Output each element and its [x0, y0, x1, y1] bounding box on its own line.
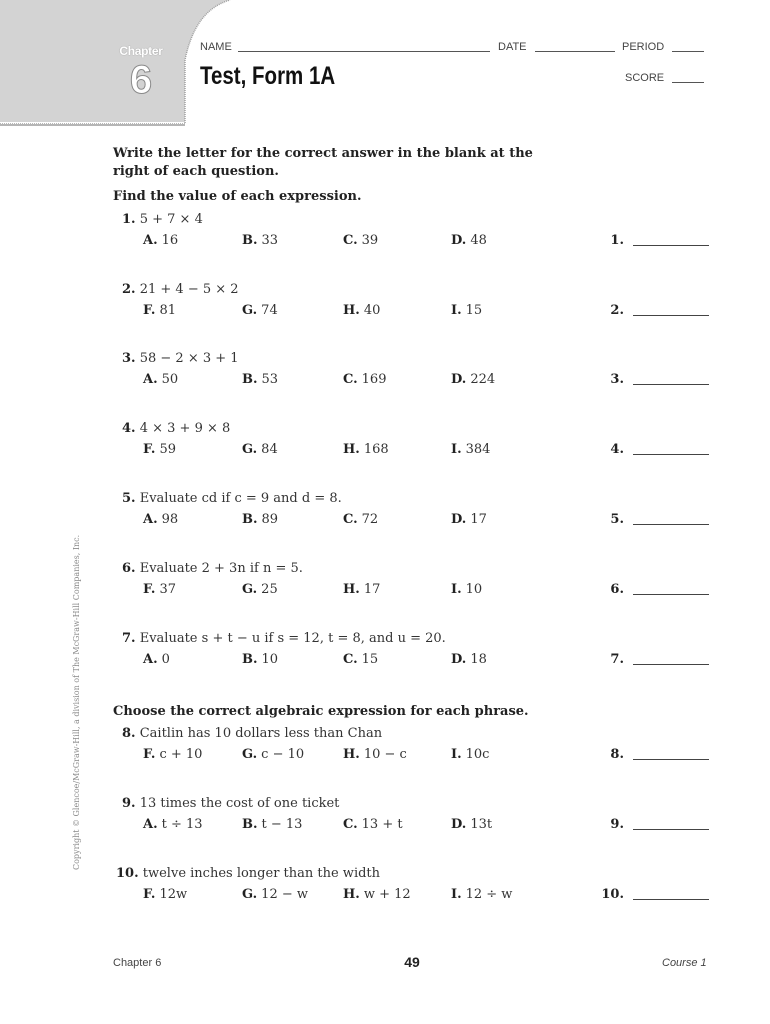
choice-value: 169: [361, 372, 387, 387]
question-5: [0, 491, 770, 551]
choice-letter: F.: [143, 887, 156, 902]
copyright-notice: Copyright © Glencoe/McGraw-Hill, a division of The McGraw-Hill Companies, Inc.: [72, 534, 81, 870]
answer-blank-label: 7.: [610, 652, 624, 667]
choice-value: 13 + t: [361, 817, 403, 832]
question-number: 1.: [122, 212, 136, 227]
choice-letter: G.: [242, 582, 258, 597]
choice-letter: D.: [451, 233, 467, 248]
question-text: [122, 796, 339, 811]
choice-value: 33: [261, 233, 279, 248]
question-prompt: Caitlin has 10 dollars less than Chan: [139, 726, 383, 741]
question-1: [0, 212, 770, 272]
answer-choice[interactable]: [451, 512, 487, 527]
answer-choice[interactable]: [343, 652, 378, 667]
answer-choice[interactable]: [242, 512, 278, 527]
choice-value: 17: [363, 582, 381, 597]
choice-value: 10: [465, 582, 483, 597]
choice-value: 168: [363, 442, 389, 457]
choice-letter: H.: [343, 887, 360, 902]
choice-value: 384: [465, 442, 491, 457]
choice-letter: H.: [343, 747, 360, 762]
period-label: PERIOD: [622, 41, 665, 53]
question-number: 7.: [122, 631, 136, 646]
question-6: [0, 561, 770, 621]
choice-value: 10 − c: [363, 747, 407, 762]
answer-blank-label: 6.: [610, 582, 624, 597]
choice-value: w + 12: [363, 887, 411, 902]
question-number: 10.: [116, 866, 139, 881]
question-number: 5.: [122, 491, 136, 506]
answer-choice[interactable]: [451, 582, 482, 597]
score-field[interactable]: [672, 82, 704, 83]
question-prompt: 5 + 7 × 4: [139, 212, 203, 227]
answer-choice[interactable]: [143, 887, 187, 902]
question-2: [0, 282, 770, 342]
answer-choice[interactable]: [242, 747, 304, 762]
answer-choice[interactable]: [451, 372, 495, 387]
answer-blank[interactable]: [633, 384, 709, 385]
footer-course: Course 1: [662, 957, 707, 969]
choice-letter: D.: [451, 817, 467, 832]
choice-value: 39: [361, 233, 379, 248]
answer-choice[interactable]: [143, 372, 178, 387]
choice-letter: C.: [343, 372, 358, 387]
answer-choice[interactable]: [143, 747, 202, 762]
answer-choice[interactable]: [143, 442, 176, 457]
answer-choice[interactable]: [451, 817, 492, 832]
answer-choice[interactable]: [242, 372, 278, 387]
choice-value: c − 10: [261, 747, 305, 762]
answer-choice[interactable]: [451, 747, 489, 762]
choice-letter: A.: [143, 817, 158, 832]
answer-blank-label: 3.: [610, 372, 624, 387]
choice-letter: B.: [242, 817, 258, 832]
choice-value: 74: [261, 303, 278, 318]
answer-blank-label: 10.: [601, 887, 624, 902]
answer-choice[interactable]: [242, 233, 278, 248]
section-heading-algebraic: Choose the correct algebraic expression for each phrase.: [113, 704, 529, 719]
question-prompt: 21 + 4 − 5 × 2: [139, 282, 239, 297]
answer-choice[interactable]: [343, 817, 403, 832]
choice-value: t − 13: [261, 817, 303, 832]
name-label: NAME: [200, 41, 232, 53]
question-text: [122, 726, 382, 741]
choice-value: 53: [261, 372, 279, 387]
answer-choice[interactable]: [143, 582, 176, 597]
answer-choice[interactable]: [242, 652, 278, 667]
choice-letter: D.: [451, 372, 467, 387]
answer-blank[interactable]: [633, 594, 709, 595]
answer-blank[interactable]: [633, 759, 709, 760]
choice-value: 10c: [465, 747, 490, 762]
date-field[interactable]: [535, 51, 615, 52]
choice-value: 15: [465, 303, 483, 318]
choice-letter: F.: [143, 747, 156, 762]
answer-choice[interactable]: [143, 303, 176, 318]
choice-letter: H.: [343, 303, 360, 318]
choice-letter: F.: [143, 303, 156, 318]
choice-letter: A.: [143, 372, 158, 387]
answer-blank-label: 9.: [610, 817, 624, 832]
answer-choice[interactable]: [343, 442, 389, 457]
answer-blank[interactable]: [633, 315, 709, 316]
choice-letter: B.: [242, 233, 258, 248]
answer-choice[interactable]: [343, 372, 386, 387]
choice-value: 84: [261, 442, 278, 457]
choice-letter: B.: [242, 652, 258, 667]
answer-choice[interactable]: [343, 233, 378, 248]
choice-value: 12w: [159, 887, 188, 902]
question-8: [0, 726, 770, 786]
choice-value: 13t: [470, 817, 493, 832]
question-text: [122, 282, 239, 297]
section-heading-expressions: Find the value of each expression.: [113, 189, 362, 204]
answer-blank-label: 4.: [610, 442, 624, 457]
choice-letter: B.: [242, 512, 258, 527]
choice-letter: I.: [451, 303, 462, 318]
choice-letter: I.: [451, 887, 462, 902]
choice-value: 0: [161, 652, 170, 667]
period-field[interactable]: [672, 51, 704, 52]
choice-value: 10: [261, 652, 279, 667]
answer-choice[interactable]: [343, 512, 378, 527]
answer-blank-label: 5.: [610, 512, 624, 527]
question-9: [0, 796, 770, 856]
choice-value: 72: [361, 512, 379, 527]
choice-value: 12 − w: [261, 887, 308, 902]
choice-letter: G.: [242, 442, 258, 457]
choice-letter: A.: [143, 233, 158, 248]
choice-letter: F.: [143, 442, 156, 457]
choice-value: 48: [470, 233, 487, 248]
answer-choice[interactable]: [343, 303, 380, 318]
answer-choice[interactable]: [343, 582, 380, 597]
answer-choice[interactable]: [451, 652, 487, 667]
question-number: 2.: [122, 282, 136, 297]
choice-letter: I.: [451, 442, 462, 457]
question-3: [0, 351, 770, 411]
name-field[interactable]: [238, 51, 490, 52]
question-prompt: 58 − 2 × 3 + 1: [139, 351, 239, 366]
choice-letter: G.: [242, 303, 258, 318]
question-text: [122, 561, 303, 576]
choice-value: 25: [261, 582, 278, 597]
question-text: [122, 491, 342, 506]
question-number: 6.: [122, 561, 136, 576]
choice-letter: D.: [451, 512, 467, 527]
question-number: 3.: [122, 351, 136, 366]
choice-value: 59: [159, 442, 176, 457]
choice-letter: I.: [451, 582, 462, 597]
question-number: 9.: [122, 796, 136, 811]
answer-blank[interactable]: [633, 664, 709, 665]
choice-letter: H.: [343, 582, 360, 597]
answer-blank-label: 1.: [610, 233, 624, 248]
answer-choice[interactable]: [242, 442, 278, 457]
choice-value: 98: [161, 512, 179, 527]
instruction-line-1: Write the letter for the correct answer in the blank at the: [113, 146, 533, 161]
instruction-line-2: right of each question.: [113, 164, 279, 179]
question-text: [122, 421, 230, 436]
answer-blank[interactable]: [633, 524, 709, 525]
choice-letter: B.: [242, 372, 258, 387]
choice-letter: G.: [242, 747, 258, 762]
score-label: SCORE: [625, 72, 665, 84]
question-prompt: 13 times the cost of one ticket: [139, 796, 340, 811]
choice-value: 17: [470, 512, 487, 527]
choice-value: 15: [361, 652, 379, 667]
question-prompt: twelve inches longer than the width: [142, 866, 381, 881]
chapter-word: Chapter: [119, 44, 163, 58]
answer-choice[interactable]: [143, 512, 178, 527]
choice-value: 40: [363, 303, 381, 318]
question-prompt: Evaluate cd if c = 9 and d = 8.: [139, 491, 342, 506]
question-number: 8.: [122, 726, 136, 741]
question-text: [122, 351, 239, 366]
question-prompt: Evaluate s + t − u if s = 12, t = 8, and u = 20.: [139, 631, 446, 646]
choice-letter: H.: [343, 442, 360, 457]
choice-letter: C.: [343, 512, 358, 527]
question-text: [122, 631, 446, 646]
choice-letter: A.: [143, 652, 158, 667]
page-title: Test, Form 1A: [200, 62, 336, 90]
answer-choice[interactable]: [143, 652, 170, 667]
answer-blank[interactable]: [633, 245, 709, 246]
answer-blank[interactable]: [633, 899, 709, 900]
choice-value: 50: [161, 372, 179, 387]
footer-chapter: Chapter 6: [113, 957, 162, 969]
choice-value: 18: [470, 652, 487, 667]
page-number: 49: [404, 954, 420, 970]
chapter-number: 6: [129, 58, 153, 102]
question-prompt: Evaluate 2 + 3n if n = 5.: [139, 561, 303, 576]
answer-choice[interactable]: [451, 442, 490, 457]
choice-letter: F.: [143, 582, 156, 597]
answer-choice[interactable]: [451, 233, 487, 248]
choice-letter: D.: [451, 652, 467, 667]
question-text: [122, 212, 203, 227]
answer-choice[interactable]: [143, 817, 203, 832]
answer-choice[interactable]: [343, 747, 407, 762]
question-7: [0, 631, 770, 691]
choice-value: 37: [159, 582, 176, 597]
choice-letter: A.: [143, 512, 158, 527]
choice-letter: C.: [343, 652, 358, 667]
choice-letter: C.: [343, 817, 358, 832]
answer-blank-label: 8.: [610, 747, 624, 762]
answer-choice[interactable]: [242, 887, 308, 902]
answer-choice[interactable]: [143, 233, 178, 248]
question-4: [0, 421, 770, 481]
answer-choice[interactable]: [242, 582, 278, 597]
choice-letter: C.: [343, 233, 358, 248]
answer-blank-label: 2.: [610, 303, 624, 318]
answer-choice[interactable]: [451, 303, 482, 318]
choice-value: 12 ÷ w: [465, 887, 513, 902]
answer-blank[interactable]: [633, 829, 709, 830]
choice-value: t ÷ 13: [161, 817, 203, 832]
question-prompt: 4 × 3 + 9 × 8: [139, 421, 231, 436]
answer-choice[interactable]: [343, 887, 411, 902]
answer-choice[interactable]: [451, 887, 512, 902]
question-10: [0, 866, 770, 926]
answer-choice[interactable]: [242, 303, 278, 318]
choice-value: 81: [159, 303, 176, 318]
question-number: 4.: [122, 421, 136, 436]
choice-value: c + 10: [159, 747, 203, 762]
choice-value: 89: [261, 512, 279, 527]
answer-blank[interactable]: [633, 454, 709, 455]
choice-value: 224: [470, 372, 496, 387]
answer-choice[interactable]: [242, 817, 302, 832]
question-text: [116, 866, 380, 881]
choice-letter: G.: [242, 887, 258, 902]
date-label: DATE: [498, 41, 527, 53]
choice-value: 16: [161, 233, 179, 248]
choice-letter: I.: [451, 747, 462, 762]
